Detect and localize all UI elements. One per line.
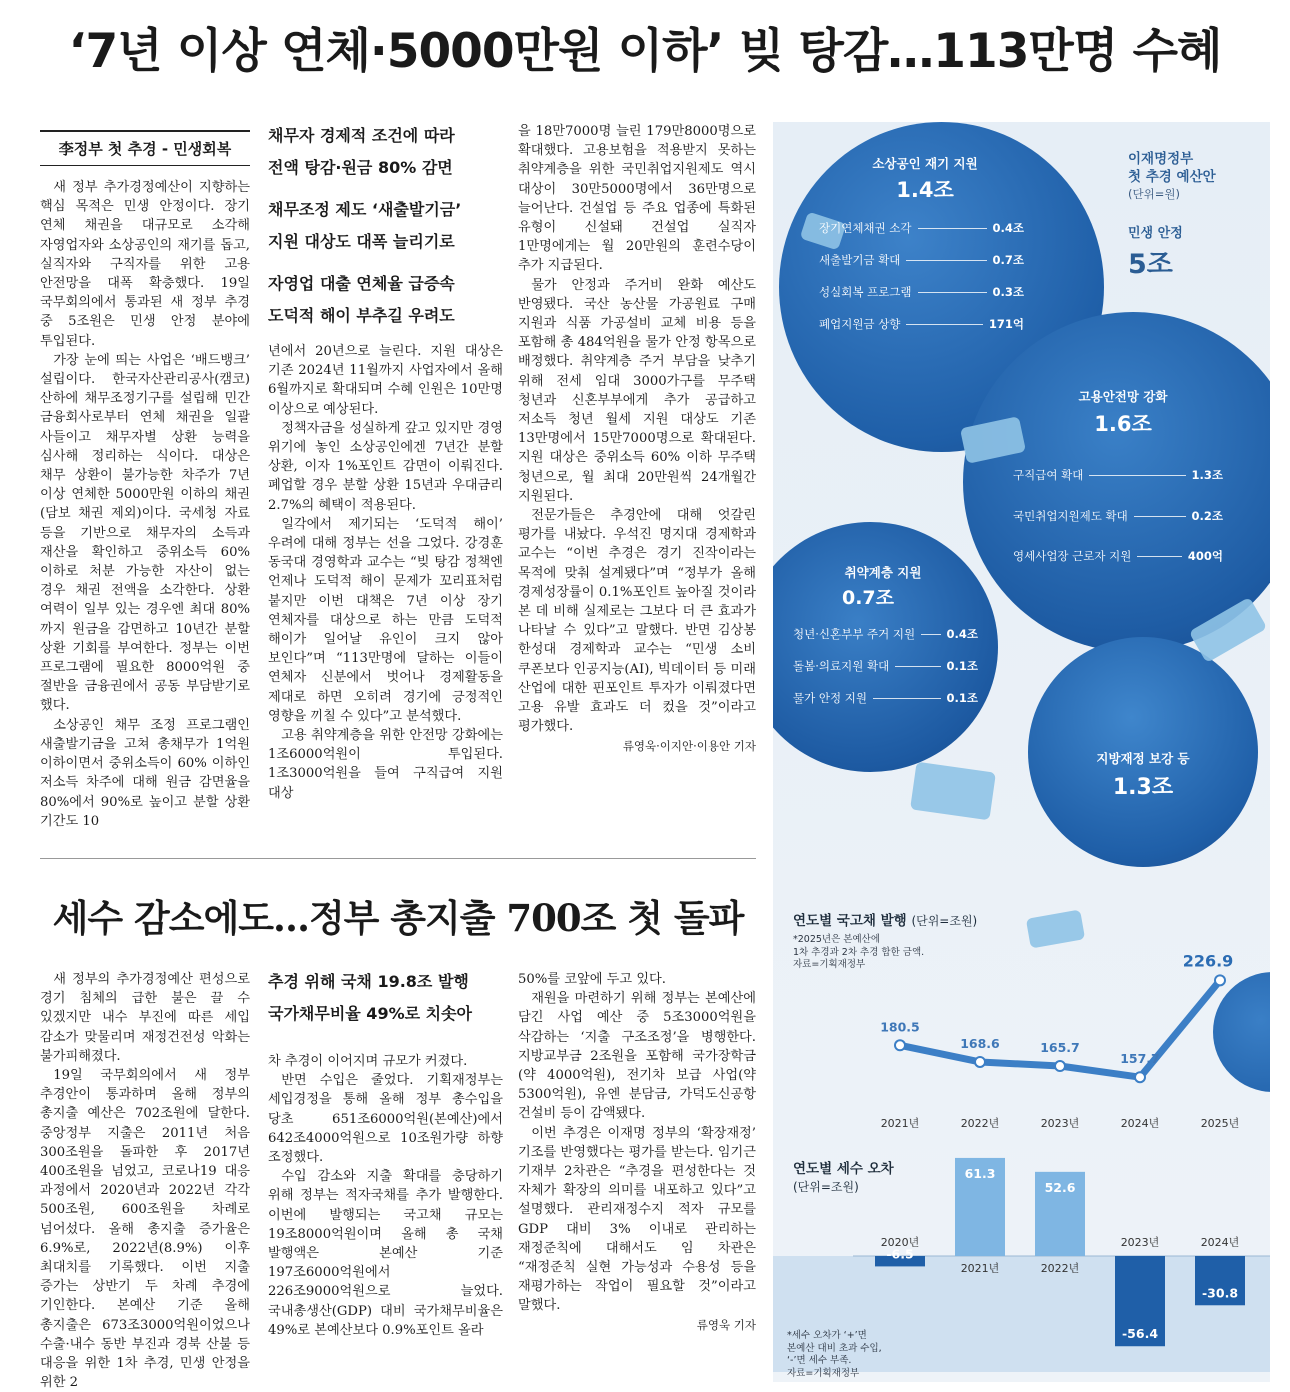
tick-label: 2023년 [1120,1236,1160,1249]
data-label: 165.7 [1040,1040,1080,1056]
paragraph: 년에서 20년으로 늘린다. 지원 대상은 기존 2024년 11월까지 사업자에서 올해 6월까지로 확대되며 수혜 인원은 10만명 이상으로 예상된다. [268,344,503,417]
item-name: 폐업지원금 상향 [819,317,901,331]
section-kicker: 李정부 첫 추경 - 민생회복 [40,130,250,166]
paragraph: 을 18만7000명 늘린 179만8000명으로 확대했다. 고용보험을 적용받지 못하는 취약계층을 위한 국민취업지원제도 역시 대상이 30만5000명에서 36만명으로 늘어난다. 건설업 등 주요 업종에 특화된 유형이 신설돼 건설업 실직자 1만명에게는 월 20만원의 훈련수당이 추가 지급된다. [518,124,756,274]
chart-unit: (단위=조원) [793,1180,859,1194]
budget-item [1013,508,1223,524]
tick-label: 2024년 [1200,1236,1240,1249]
article1-column-3 [518,122,756,756]
paragraph: 수입 감소와 지출 확대를 충당하기 위해 정부는 적자국채를 추가 발행한다. 이번에 발행되는 국고채 규모는 19조8000억원이며 올해 총 국채 발행액은 본예산 기준 197조6000억원에서 226조9000억원으로 늘었다. 국내총생산(GDP) 대비 국가채무비율은 49%로 본예산보다 0.9%포인트 올라 [268,1169,503,1338]
budget-item [819,252,1024,268]
chart-title-text: 연도별 국고채 발행 [793,913,907,929]
item-value: 0.1조 [946,691,978,705]
article1-column-1 [40,178,250,831]
main-headline: ‘7년 이상 연체·5000만원 이하’ 빚 탕감…113만명 수혜 [68,24,1222,79]
paragraph: 일각에서 제기되는 ‘도덕적 해이’ 우려에 대해 정부는 선을 그었다. 강경훈 동국대 경영학과 교수는 “빚 탕감 정책엔 언제나 도덕적 해이 문제가 꼬리표처럼 붙지만 이번 대책은 7년 이상 장기 연체자를 대상으로 하는 만큼 도덕적 해이가 일어날 유인이 크지 않아 보인다”며 “113만명에 달하는 이들이 연체자 신분에서 벗어나 경제활동을 제대로 하면 오히려 경기에 긍정적인 영향을 끼칠 수 있다”고 분석했다. [268,516,503,724]
data-label: 180.5 [880,1019,920,1035]
article2-subheads [268,966,503,1030]
leader-line [906,260,986,261]
paragraph: 반면 수입은 줄었다. 기획재정부는 세입경정을 통해 올해 정부 총수입을 당초 651조6000억원(본예산)에서 642조4000억원으로 10조원가량 하향 조정했다. [268,1073,503,1166]
paragraph: 이번 추경은 이재명 정부의 ‘확장재정’ 기조를 반영했다는 평가를 받는다. 임기근 기재부 2차관은 “추경을 편성한다는 것 자체가 확장의 의미를 내포하고 있다”고 설명했다. 관리재정수지 적자 규모를 GDP 대비 3% 이내로 관리하는 재정준칙에 대해서도 임 차관은 “재정준칙 실현 가능성과 수용성 등을 재평가하는 작업이 필요할 것”이라고 말했다. [518,1125,756,1314]
data-point [1135,1072,1145,1082]
tick-label: 2021년 [880,1117,920,1130]
data-label: 157.7 [1120,1051,1160,1067]
data-label: -56.4 [1121,1326,1159,1342]
byline: 류영욱·이지안·이용안 기자 [622,738,756,753]
tick-label: 2021년 [960,1262,1000,1275]
data-label: -30.8 [1201,1285,1239,1301]
article2-column-2 [268,1052,503,1340]
budget-item [793,626,978,642]
leader-line [1089,475,1185,476]
leader-line [918,228,987,229]
data-label: 61.3 [964,1165,996,1181]
decor-chip [910,762,996,821]
paragraph: 50%를 코앞에 두고 있다. [518,972,666,987]
group-label: 소상공인 재기 지원 [872,156,978,171]
paragraph: 재원을 마련하기 위해 정부는 본예산에 담긴 사업 예산 중 5조3000억원을 삭감하는 ‘지출 구조조정’을 병행한다. 지방교부금 2조원을 포함해 국가장학금(약 4000억원), 전기차 보급 사업(약 5300억원), 유엔 분담금, 가덕도신공항 건설비 등이 감액됐다. [518,991,756,1122]
tick-label: 2025년 [1200,1117,1240,1130]
group-label: 고용안전망 강화 [1078,389,1168,404]
item-name: 영세사업장 근로자 지원 [1013,549,1132,563]
subhead-line: 추경 위해 국채 19.8조 발행 [268,972,469,991]
data-label: 168.6 [960,1035,1000,1051]
total-label: 민생 안정 [1128,226,1183,241]
article1-subheads [268,120,498,332]
data-label: -6.5 [886,1246,914,1262]
group-label: 지방재정 보강 등 [1096,751,1190,766]
note-line: 본예산 대비 초과 수입, [787,1342,882,1354]
tick-label: 2022년 [960,1117,1000,1130]
chart-unit: (단위=조원) [911,914,978,928]
paragraph: 새 정부의 추가경정예산 편성으로 경기 침체의 급한 불은 끌 수 있겠지만 내수 부진에 따른 세입 감소가 맞물리며 재정건전성 악화는 불가피해졌다. [40,972,250,1064]
data-point [1055,1061,1065,1071]
paragraph: 고용 취약계층을 위한 안전망 강화에는 1조6000억원이 투입된다. 1조3000억원을 들여 구직급여 지원 대상 [268,728,503,801]
leader-line [1137,556,1181,557]
leader-line [906,324,982,325]
infographic-title: 이재명정부 첫 추경 예산안 [1128,151,1216,185]
group-value: 1.6조 [1094,412,1152,436]
item-name: 새출발기금 확대 [819,253,901,267]
subhead-line: 전액 탕감·원금 80% 감면 [268,158,453,177]
note-line: ‘-’면 세수 부족. [787,1355,852,1366]
budget-item [819,284,1024,300]
tick-label: 2022년 [1040,1262,1080,1275]
group-value: 0.7조 [841,587,894,609]
data-point [1215,975,1225,985]
note-line: 1차 추경과 2차 추경 합한 금액. [793,946,925,958]
data-point [975,1057,985,1067]
article2-headline: 세수 감소에도…정부 총지출 700조 첫 돌파 [52,896,744,940]
paragraph: 차 추경이 이어지며 규모가 커졌다. [268,1054,468,1069]
item-name: 장기연체채권 소각 [819,221,912,235]
leader-line [873,698,941,699]
leader-line [895,666,940,667]
budget-item [793,690,978,706]
subhead-line: 국가채무비율 49%로 치솟아 [268,1004,472,1023]
article2-column-3 [518,970,756,1335]
item-name: 물가 안정 지원 [793,691,867,705]
total-value: 5조 [1128,249,1173,280]
paragraph: 가장 눈에 띄는 사업은 ‘배드뱅크’ 설립이다. 한국자산관리공사(캠코) 산하에 채무조정기구를 설립해 민간 금융회사로부터 연체 채권을 일괄 사들이고 채무자별 상환 능력을 심사해 정리하는 식이다. 대상은 채무 상환이 불가능한 차주가 7년 이상 연체한 5000만원 이하의 채권(담보 채권 제외)이다. 국세청 자료 등을 기반으로 채무자의 소득과 재산을 확인하고 중위소득 60% 이하로 처분 가능한 자산이 없는 경우 채권 전액을 소각한다. 상환 여력이 일부 있는 경우엔 최대 80%까지 원금을 감면하고 10년간 분할 상환 기회를 부여한다. 정부는 이번 프로그램에 필요한 8000억원 중 절반을 금융권에서 공동 부담받기로 했다. [40,352,250,714]
subhead-line: 자영업 대출 연체율 급증속 [268,274,455,293]
data-label: 52.6 [1044,1179,1076,1195]
item-value: 400억 [1187,549,1223,563]
paragraph: 소상공인 채무 조정 프로그램인 새출발기금을 고쳐 총채무가 1억원 이하이면서 중위소득이 60% 이하인 저소득 차주에 대해 원금 감면율을 80%에서 90%로 높이고 분할 상환 기간도 10 [40,717,250,829]
item-value: 0.4조 [992,221,1024,235]
article2-column-1 [40,970,250,1392]
subhead-line: 도덕적 해이 부추길 우려도 [268,306,455,325]
paragraph: 정책자금을 성실하게 갚고 있지만 경영 위기에 놓인 소상공인에겐 7년간 분할 상환, 이자 1%포인트 감면이 이뤄진다. 폐업할 경우 분할 상환 15년과 우대금리 2.7%의 혜택이 적용된다. [268,420,503,513]
item-name: 국민취업지원제도 확대 [1013,509,1128,523]
subhead-line: 채무자 경제적 조건에 따라 [268,126,455,145]
budget-item [1013,467,1223,483]
budget-item [819,220,1024,236]
tick-label: 2020년 [880,1236,920,1249]
tick-label: 2024년 [1120,1117,1160,1130]
bubble-vulnerable [773,522,998,772]
item-value: 171억 [988,317,1024,331]
chart-title-text: 연도별 세수 오차 [793,1161,894,1177]
leader-line [918,292,987,293]
data-point [895,1040,905,1050]
leader-line [1134,516,1186,517]
paragraph: 새 정부 추가경정예산이 지향하는 핵심 목적은 민생 안정이다. 장기 연체 채권을 대규모로 소각해 자영업자와 소상공인의 재기를 돕고, 실직자와 구직자를 위한 고용 안전망을 대폭 확충했다. 19일 국무회의에서 통과된 새 정부 추경 중 5조원은 민생 안정 분야에 투입된다. [40,180,250,349]
bar-chart-note [787,1330,882,1380]
leader-line [921,634,940,635]
item-value: 0.1조 [946,659,978,673]
subhead-line: 지원 대상도 대폭 늘리기로 [268,232,455,251]
paragraph: 물가 안정과 주거비 완화 예산도 반영됐다. 국산 농산물 가공원료 구매 지원과 식품 가공설비 교체 비용 등을 포함해 총 484억원을 물가 안정 항목으로 배정했다. 취약계층 주거 부담을 낮추기 위해 전세 임대 3000가구를 무주택 청년과 신혼부부에게 추가 공급하고 저소득 청년 월세 지원 대상도 기존 13만명에서 15만7000명으로 확대된다. 지원 대상은 중위소득 60% 이하 무주택 청년으로, 월 최대 20만원씩 24개월간 지원된다. [518,277,756,504]
budget-item [793,658,978,674]
section-divider [40,858,756,859]
bond-issuance-line-chart [773,902,1270,1132]
note-line: 자료=기획재정부 [793,959,866,970]
item-value: 0.3조 [992,285,1024,299]
paragraph: 19일 국무회의에서 새 정부 추경안이 통과하며 올해 정부의 총지출 예산은 702조원에 달한다. 중앙정부 지출은 2011년 처음 300조원을 돌파한 후 2017년 400조원을 넘었고, 코로나19 대응 과정에서 2020년과 2022년 각각 500조원, 600조원을 차례로 넘어섰다. 올해 총지출 증가율은 6.9%로, 2022년(8.9%) 이후 최대치를 기록했다. 이번 지출 증가는 상반기 두 차례 추경에 기인한다. 본예산 기준 올해 총지출은 673조3000억원이었으나 수출·내수 동반 부진과 경북 산불 등 대응을 위한 1차 추경, 민생 안정을 위한 2 [40,1068,250,1391]
article1-column-2 [268,342,503,803]
budget-item [819,316,1024,332]
item-name: 청년·신혼부부 주거 지원 [793,627,916,641]
item-value: 0.7조 [992,253,1024,267]
group-value: 1.3조 [1112,775,1174,800]
item-value: 1.3조 [1191,468,1223,482]
infographic-panel [773,122,1270,1382]
item-name: 성실회복 프로그램 [819,285,912,299]
data-label: 226.9 [1182,951,1234,971]
note-line: *세수 오차가 ‘+’면 [787,1330,867,1341]
group-value: 1.4조 [896,178,954,202]
byline: 류영욱 기자 [696,1317,756,1332]
item-name: 구직급여 확대 [1013,468,1084,482]
subhead-line: 채무조정 제도 ‘새출발기금’ [268,200,462,219]
note-line: 자료=기획재정부 [787,1367,860,1379]
tick-label: 2023년 [1040,1117,1080,1130]
item-value: 0.4조 [946,627,978,641]
item-value: 0.2조 [1191,509,1223,523]
infographic-unit: (단위=원) [1128,187,1180,201]
budget-item [1013,548,1223,564]
item-name: 돌봄·의료지원 확대 [793,659,890,673]
note-line: *2025년은 본예산에 [793,934,881,945]
group-label: 취약계층 지원 [844,565,922,580]
paragraph: 전문가들은 추경안에 대해 엇갈린 평가를 내놨다. 우석진 명지대 경제학과 교수는 “이번 추경은 경기 진작이라는 목적에 맞춰 설계됐다”며 “정부가 올해 경제성장률이 0.1%포인트 높아질 것이라 본 데 비해 실제로는 그보다 더 큰 효과가 나타날 수 있다”고 말했다. 반면 김상봉 한성대 경제학과 교수는 “민생 소비 쿠폰보다 인공지능(AI), 빅데이터 등 미래 산업에 대한 핀포인트 투자가 이뤄졌다면 고용 유발 효과도 더 컸을 것”이라고 평가했다. [518,508,756,735]
